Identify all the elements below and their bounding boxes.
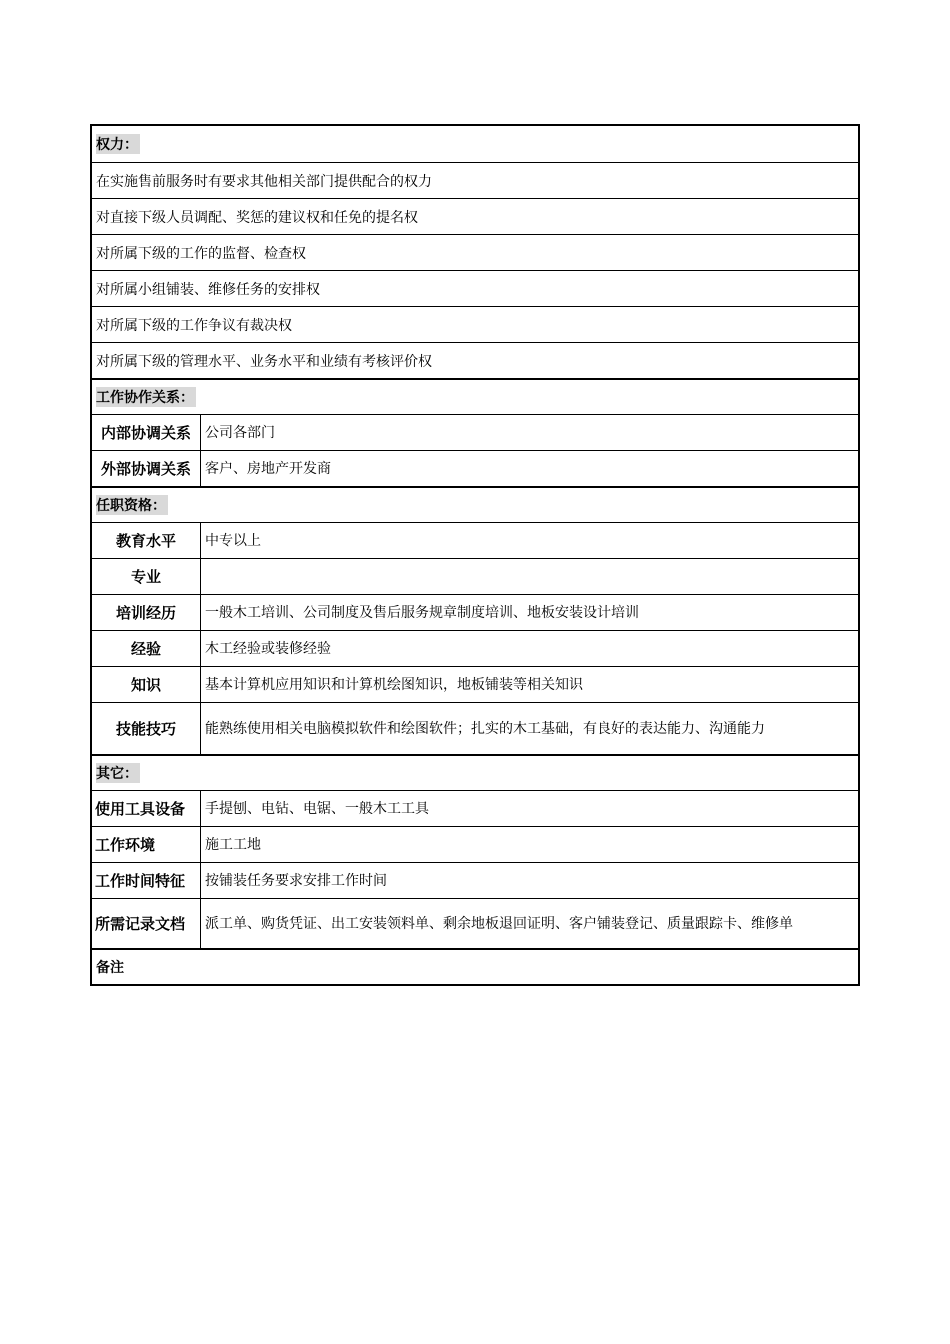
power-item: 对所属下级的工作的监督、检查权: [96, 245, 306, 262]
qualification-label: 经验: [92, 631, 201, 666]
power-item: 对所属小组铺装、维修任务的安排权: [96, 281, 320, 298]
power-item-row: [92, 198, 858, 234]
qualification-row: [92, 630, 858, 666]
qualification-value: 一般木工培训、公司制度及售后服务规章制度培训、地板安装设计培训: [205, 604, 639, 621]
other-header: 其它：: [96, 763, 140, 783]
other-row: [92, 862, 858, 898]
qualification-header-row: [92, 486, 858, 522]
other-label: 工作环境: [92, 827, 201, 862]
qualification-row: [92, 594, 858, 630]
power-item-row: [92, 270, 858, 306]
power-item-row: [92, 234, 858, 270]
other-label: 工作时间特征: [92, 863, 201, 898]
cooperation-value: 客户、房地产开发商: [205, 460, 331, 477]
qualification-value: 木工经验或装修经验: [205, 640, 331, 657]
other-label: 使用工具设备: [92, 791, 201, 826]
cooperation-value: 公司各部门: [205, 424, 275, 441]
qualification-header: 任职资格：: [96, 495, 168, 515]
qualification-value: 基本计算机应用知识和计算机绘图知识，地板铺装等相关知识: [205, 676, 583, 693]
qualification-row: [92, 666, 858, 702]
other-row: [92, 898, 858, 948]
power-item-row: [92, 342, 858, 378]
other-value: 手提刨、电钻、电锯、一般木工工具: [205, 800, 429, 817]
cooperation-label: 内部协调关系: [92, 415, 201, 450]
qualification-label: 专业: [92, 559, 201, 594]
power-header-row: [92, 126, 858, 162]
cooperation-row: [92, 414, 858, 450]
other-row: [92, 826, 858, 862]
cooperation-header-row: [92, 378, 858, 414]
cooperation-header: 工作协作关系：: [96, 387, 196, 407]
cooperation-row: [92, 450, 858, 486]
power-header: 权力：: [96, 134, 140, 154]
remarks-label: 备注: [96, 960, 124, 976]
other-label: 所需记录文档: [92, 899, 201, 948]
other-value: 施工工地: [205, 836, 261, 853]
power-item-row: [92, 162, 858, 198]
power-item-row: [92, 306, 858, 342]
qualification-label: 技能技巧: [92, 703, 201, 754]
qualification-value: [201, 559, 858, 594]
qualification-label: 教育水平: [92, 523, 201, 558]
other-value: 按铺装任务要求安排工作时间: [205, 872, 387, 889]
qualification-value: 能熟练使用相关电脑模拟软件和绘图软件；扎实的木工基础，有良好的表达能力、沟通能力: [205, 720, 765, 737]
power-item: 对所属下级的工作争议有裁决权: [96, 317, 292, 334]
qualification-row: [92, 522, 858, 558]
qualification-value: 中专以上: [205, 532, 261, 549]
remarks-row: [92, 948, 858, 984]
job-description-table: [90, 124, 860, 986]
qualification-label: 培训经历: [92, 595, 201, 630]
power-item: 对直接下级人员调配、奖惩的建议权和任免的提名权: [96, 209, 418, 226]
other-value: 派工单、购货凭证、出工安装领料单、剩余地板退回证明、客户铺装登记、质量跟踪卡、维修单: [205, 915, 793, 932]
cooperation-label: 外部协调关系: [92, 451, 201, 486]
qualification-label: 知识: [92, 667, 201, 702]
power-item: 在实施售前服务时有要求其他相关部门提供配合的权力: [96, 173, 432, 190]
other-header-row: [92, 754, 858, 790]
power-item: 对所属下级的管理水平、业务水平和业绩有考核评价权: [96, 353, 432, 370]
qualification-row: [92, 558, 858, 594]
qualification-row: [92, 702, 858, 754]
other-row: [92, 790, 858, 826]
